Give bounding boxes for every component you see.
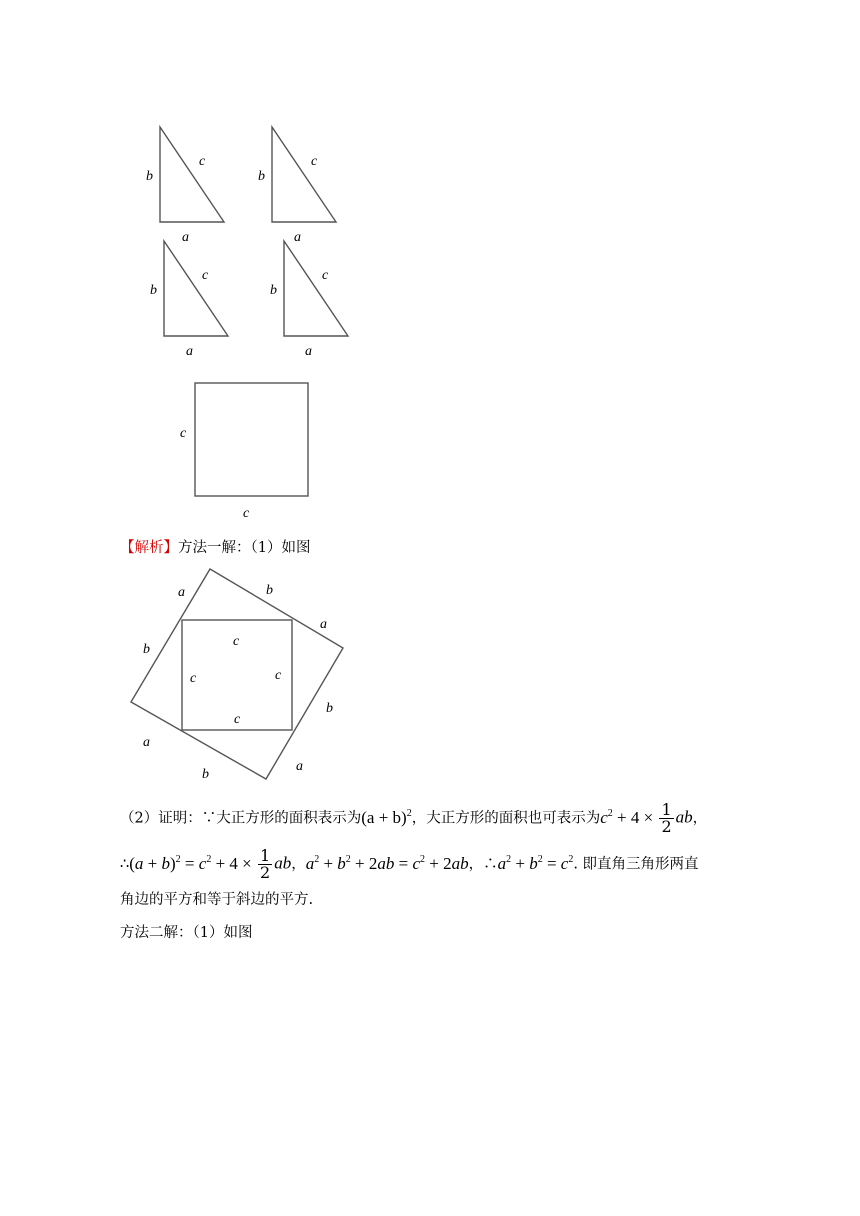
method2-heading: 方法二解：（1）如图 [120,925,253,941]
tri1-c-label: c [199,154,206,169]
tri2-c-label: c [311,154,318,169]
tri2-a-label: a [294,230,301,245]
proof-line-2: ∴(a + $b)^2 = c^2 + 4$ × $\frac{1}{2}$ ab，$a^2 + b^2 + 2ab = c^2 + 2ab$，$\therefore a^2 + b^2 = c^2$. 即直角三角形两直 [120,846,699,882]
tri4-a-label: a [305,344,312,359]
triangle-2 [272,127,336,222]
tri3-b-label: b [150,283,157,298]
outer-label-1: a [178,585,185,600]
inner-label-top: c [233,634,240,649]
fraction-half: $\frac{1}{2}$ [661,800,672,836]
proof-line-3: 角边的平方和等于斜边的平方. [120,892,314,908]
inner-label-left: c [190,671,197,686]
tri3-c-label: c [202,268,209,283]
tri2-b-label: b [258,169,265,184]
triangle-3 [164,241,228,336]
outer-label-3: a [320,617,327,632]
square-left-label: c [180,426,187,441]
fraction-half-2: $\frac{1}{2}$ [260,846,271,882]
tri1-a-label: a [182,230,189,245]
tri3-a-label: a [186,344,193,359]
equation-2: $a^2 + b^2 + 2ab = c^2 + 2ab$ [305,853,469,873]
square-bottom-label: c [243,506,250,521]
analysis-heading [120,538,310,558]
outer-square [131,569,343,779]
tri4-b-label: b [270,283,277,298]
outer-label-6: b [202,767,209,782]
alt-area-expr: $c^2 + 4$ × [600,807,658,827]
tri4-c-label: c [322,268,329,283]
proof-sep1: ，大正方形的面积也可表示为 [411,810,601,827]
analysis-tag: 【解析】 [120,540,178,556]
outer-label-7: a [143,735,150,750]
square-c [195,383,308,496]
triangle-1 [160,127,224,222]
outer-label-2: b [266,583,273,598]
proof-line-1: （2）证明：∵大正方形的面积表示为$(a + b)^2$，大正方形的面积也可表示为$c^2 + 4$ × $\frac{1}{2}$ ab， [120,800,708,836]
triangle-4 [284,241,348,336]
method1-heading: 方法一解：（1）如图 [178,540,311,556]
equation-1: $(a + b)^2 = c^2 + 4$ × [129,853,256,873]
inner-label-right: c [275,668,282,683]
outer-label-8: b [143,642,150,657]
outer-label-5: a [296,759,303,774]
proof-intro: （2）证明：∵大正方形的面积表示为 [120,810,362,827]
equation-result: $a^2 + b^2 = c^2$ [497,853,574,873]
tri1-b-label: b [146,169,153,184]
big-square-expr: $(a + b)^2$ [361,807,412,827]
inner-label-bottom: c [234,712,241,727]
outer-label-4: b [326,701,333,716]
